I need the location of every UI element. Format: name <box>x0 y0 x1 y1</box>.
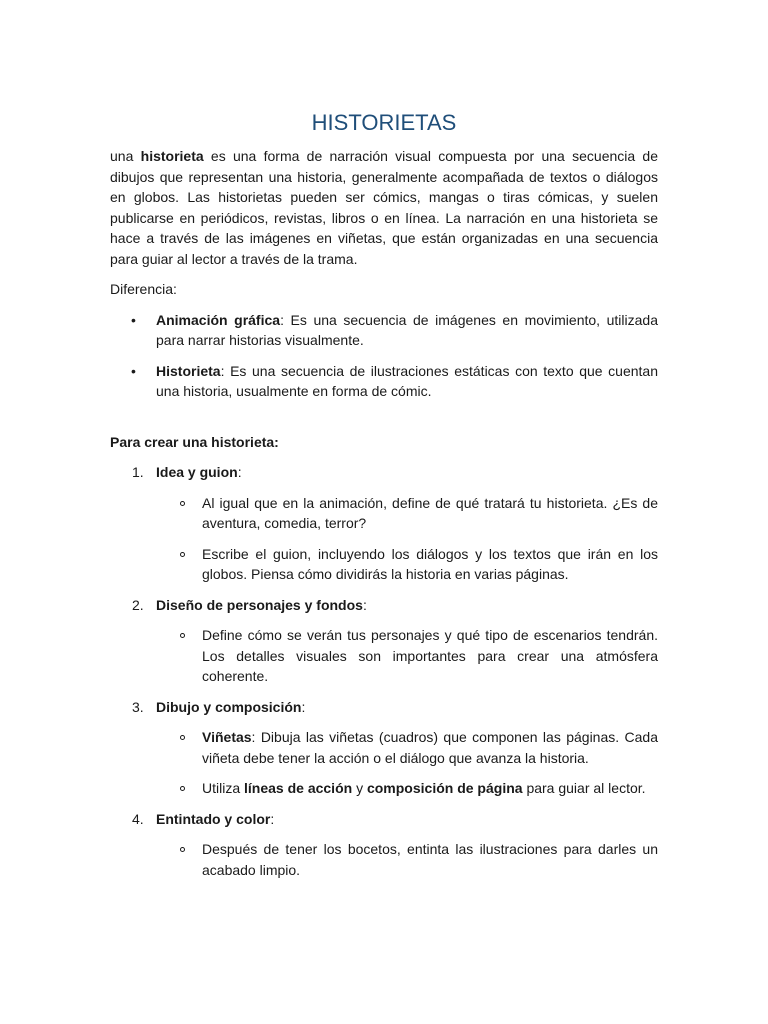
step-item <box>110 462 658 585</box>
step-heading <box>110 697 658 718</box>
step-number: 4. <box>132 810 144 827</box>
sub-item-text: y <box>352 780 367 796</box>
intro-text-rest: es una forma de narración visual compuesta por una secuencia de dibujos que representan una historia, generalmente acompañada de textos o diálogos en globos. Las historietas pueden ser cómics, mangas o tiras cómicas, y suelen publicarse en periódicos, revistas, libros o en línea. La narración en una historieta se hace a través de las imágenes en viñetas, que están organizadas en una secuencia para guiar al lector a través de la trama. <box>110 148 659 267</box>
sub-item <box>110 544 658 585</box>
sub-item <box>110 625 658 687</box>
step-title: Idea y guion <box>156 464 238 480</box>
sub-item <box>110 727 658 768</box>
sub-item-bold: Viñetas <box>202 729 252 745</box>
step-sublist <box>110 727 658 799</box>
difference-term: Animación gráfica <box>156 311 281 328</box>
sub-item <box>110 493 658 534</box>
sub-item-text: Al igual que en la animación, define de qué tratará tu historieta. ¿Es de aventura, comedia, terror? <box>202 494 658 531</box>
sub-item-text: Después de tener los bocetos, entinta las ilustraciones para darles un acabado limpio. <box>202 841 658 878</box>
step-item <box>110 697 658 799</box>
circle-bullet-icon <box>180 501 185 506</box>
circle-bullet-icon <box>180 847 185 852</box>
sub-item-text: Utiliza <box>202 780 245 796</box>
intro-text-start: una <box>110 148 141 164</box>
step-heading <box>110 595 658 616</box>
step-number: 2. <box>132 596 144 613</box>
steps-heading: Para crear una historieta: <box>110 433 279 450</box>
sub-item-text: : Dibuja las viñetas (cuadros) que componen las páginas. Cada viñeta debe tener la acción o el diálogo que avanza la historia. <box>202 729 658 766</box>
difference-text: : Es una secuencia de imágenes en movimiento, utilizada para narrar historias visualmente. <box>156 311 658 348</box>
step-sublist <box>110 839 658 880</box>
intro-paragraph <box>110 146 658 269</box>
sub-item-bold: composición de página <box>366 780 523 796</box>
intro-bold-term: historieta <box>140 148 204 164</box>
circle-bullet-icon <box>180 786 185 791</box>
step-sublist <box>110 493 658 585</box>
step-colon: : <box>301 698 306 715</box>
difference-label: Diferencia: <box>110 281 177 297</box>
step-sublist <box>110 625 658 687</box>
document-page <box>110 108 658 890</box>
sub-item <box>110 778 658 799</box>
sub-item-text: para guiar al lector. <box>522 780 646 796</box>
steps-list <box>110 462 658 880</box>
step-colon: : <box>362 596 367 613</box>
sub-item-text: Escribe el guion, incluyendo los diálogos y los textos que irán en los globos. Piensa cómo dividirás la historia en varias páginas. <box>202 545 658 582</box>
step-item <box>110 809 658 881</box>
step-colon: : <box>237 464 242 480</box>
circle-bullet-icon <box>180 552 185 557</box>
circle-bullet-icon <box>180 633 185 638</box>
step-number: 1. <box>132 464 144 480</box>
sub-item-bold: líneas de acción <box>244 780 353 796</box>
step-item <box>110 595 658 687</box>
difference-text: : Es una secuencia de ilustraciones estáticas con texto que cuentan una historia, usualmente en forma de cómic. <box>156 362 658 399</box>
step-number: 3. <box>132 698 144 715</box>
difference-item <box>110 310 658 351</box>
difference-term: Historieta <box>156 362 221 379</box>
step-title: Dibujo y composición <box>156 698 302 715</box>
circle-bullet-icon <box>180 735 185 740</box>
step-colon: : <box>270 810 275 827</box>
step-heading <box>110 462 658 483</box>
document-title: HISTORIETAS <box>311 110 457 135</box>
sub-item <box>110 839 658 880</box>
difference-item <box>110 361 658 402</box>
step-title: Entintado y color <box>156 810 271 827</box>
step-title: Diseño de personajes y fondos <box>156 596 363 613</box>
difference-list <box>110 310 658 402</box>
step-heading <box>110 809 658 830</box>
sub-item-text: Define cómo se verán tus personajes y qué tipo de escenarios tendrán. Los detalles visuales son importantes para crear una atmósfera coherente. <box>202 627 658 684</box>
